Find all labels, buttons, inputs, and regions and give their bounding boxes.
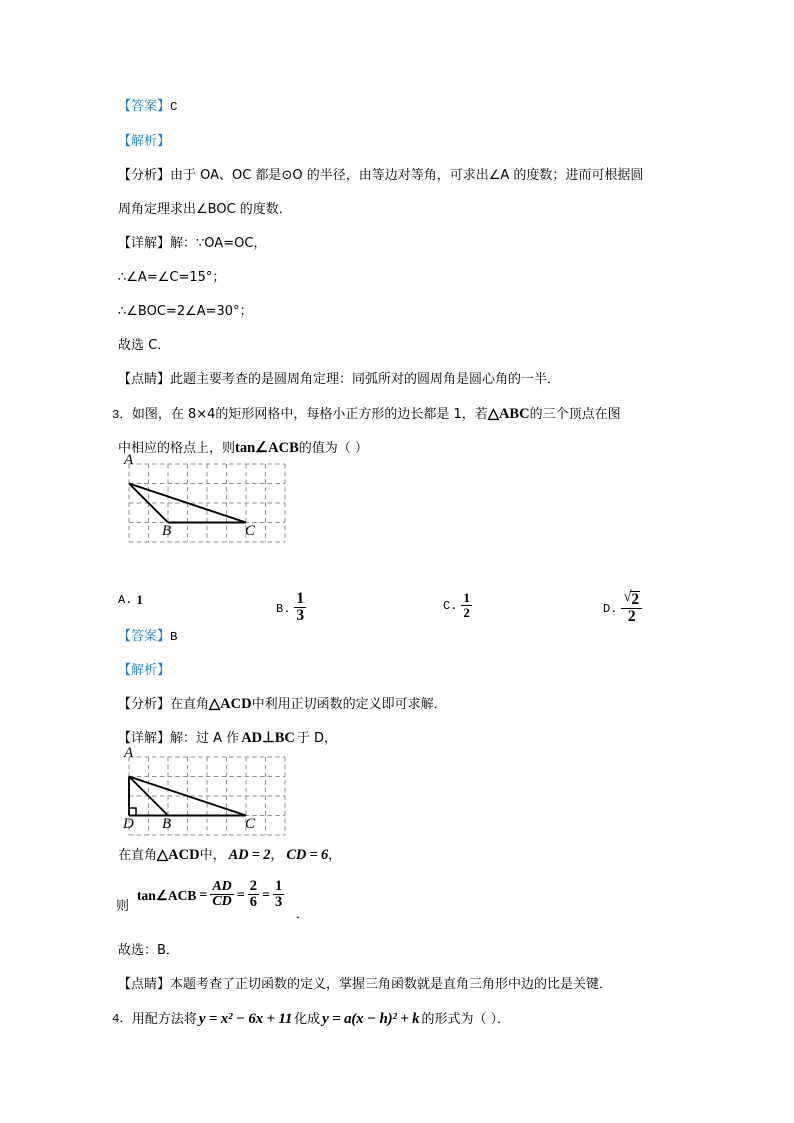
q3-option-c-fraction [461, 591, 472, 620]
q3-formula-equals-3: = [262, 887, 271, 903]
figure-grid-triangle-acd [123, 745, 292, 842]
q2-fenxi-line-1 [118, 168, 643, 182]
q2-xiangjie-line [118, 236, 266, 250]
q3-given-triangle-acd: △ACD [157, 847, 200, 863]
q2-conclusion-line [118, 338, 170, 352]
q3-stem-part-3: 的三个顶点在图 [529, 407, 621, 422]
q2-step-3-line [118, 304, 253, 318]
q2-step-3: ∴∠BOC=2∠A=30°； [118, 304, 253, 319]
q3-stem-line2-part-1: 中相应的格点上，则 [118, 441, 236, 456]
q3-option-d-fraction [621, 591, 642, 626]
figure-1-label-c: C [245, 523, 256, 539]
figure-1-svg [128, 463, 292, 549]
q3-stem-triangle-abc: △ABC [487, 406, 530, 422]
q3-formula-f3-denominator: 3 [275, 894, 283, 911]
q4-stem-part-2: 化成 [294, 1012, 321, 1027]
figure-2-svg [128, 756, 292, 842]
q2-dianjing-text: 此题主要考查的是圆周角定理：同弧所对的圆周角是圆心角的一半． [170, 372, 561, 387]
q3-analysis-line [118, 663, 170, 677]
q3-answer-line [118, 629, 177, 643]
figure-2-label-a: A [124, 745, 134, 761]
figure-grid-triangle-abc [124, 452, 292, 549]
q3-formula-prefix: 则 [116, 899, 130, 914]
q3-option-a[interactable] [118, 592, 143, 608]
q3-formula-f3-numerator: 1 [275, 878, 283, 894]
q3-fenxi-part-2: 中利用正切函数 [251, 697, 343, 712]
q3-fenxi-part-1: 在直角 [170, 697, 210, 712]
q3-option-d-label: D. [603, 602, 618, 617]
q3-option-a-value: 1 [136, 592, 143, 607]
q3-xiangjie-line [118, 731, 337, 746]
q3-option-c-numerator: 1 [463, 590, 470, 605]
q3-formula-prefix-wrap [116, 895, 129, 914]
q3-formula-equals-1: = [199, 887, 208, 903]
q4-stem-line [112, 1012, 510, 1027]
dianjing-tag: 【点睛】 [118, 977, 171, 992]
q2-analysis-line [118, 134, 170, 148]
q3-xiangjie-math: AD⊥BC [241, 730, 295, 746]
q3-fenxi-triangle-acd: △ACD [209, 696, 252, 712]
q3-answer-value: B [170, 630, 178, 644]
right-angle-mark-icon [129, 808, 136, 816]
analysis-tag: 【解析】 [118, 663, 171, 678]
xiangjie-tag: 【详解】 [118, 236, 171, 251]
q3-formula-period-wrap [296, 903, 309, 923]
dianjing-tag: 【点睛】 [118, 372, 171, 387]
q3-formula-f2-numerator: 2 [249, 878, 258, 894]
q3-option-d-denominator: 2 [621, 608, 642, 625]
figure-2-label-c: C [245, 816, 256, 832]
q4-number: 4． [112, 1012, 132, 1027]
answer-tag: 【答案】 [118, 629, 171, 644]
q3-fenxi-part-3: 的定义即可求解． [342, 697, 447, 712]
grid-lines [129, 757, 285, 835]
analysis-tag: 【解析】 [118, 134, 171, 149]
q2-fenxi-text-2: 周角定理求出∠BOC 的度数． [118, 202, 292, 217]
q3-option-d-numerator [621, 591, 642, 608]
q3-formula-equals-2: = [236, 887, 245, 903]
q3-option-d-radicand: 2 [631, 591, 640, 608]
q3-formula-fraction-1 [210, 880, 233, 911]
answer-tag: 【答案】 [118, 99, 171, 114]
q3-dianjing-text: 本题考查了正切函数的定义，掌握三角函数就是直角三角形中边的比是关键． [170, 977, 613, 992]
q3-given-part-1: 在直角 [118, 848, 158, 863]
q3-number: 3． [112, 408, 132, 422]
q2-answer-line [118, 99, 177, 113]
figure-2-label-b: B [162, 816, 172, 832]
q3-stem-line-2 [118, 441, 368, 456]
q3-option-c-denominator: 2 [463, 604, 470, 620]
q2-answer-value: C [170, 100, 178, 114]
q3-stem-part-2: 的矩形网格中，每格小正方形的边长都是 1，若 [215, 407, 488, 422]
q3-xiangjie-prefix: 解：过 A 作 [170, 731, 240, 746]
figure-1-label-b: B [162, 523, 172, 539]
q3-given-comma-1: ， [270, 848, 284, 863]
sqrt-icon [623, 591, 640, 608]
q3-formula-fraction-3 [273, 879, 284, 911]
fenxi-tag: 【分析】 [118, 168, 171, 183]
q3-conclusion-line [118, 943, 179, 957]
q3-option-a-label: A. [118, 593, 133, 607]
q2-conclusion: 故选 C． [118, 338, 171, 353]
q4-stem-part-1: 用配方法将 [131, 1012, 197, 1027]
q3-formula-f2-denominator: 6 [249, 894, 258, 911]
q2-step-2-line [118, 270, 225, 284]
q3-formula-f1-numerator: AD [212, 878, 232, 894]
q3-stem-line2-part-2: 的值为（ ） [298, 441, 368, 456]
q3-formula-period: ． [296, 907, 310, 922]
q3-option-d[interactable] [603, 592, 642, 627]
q3-stem-tan-acb: tan∠ACB [235, 440, 299, 456]
q3-formula [137, 880, 284, 912]
q3-fenxi-line [118, 697, 447, 712]
q3-option-b[interactable] [276, 592, 306, 626]
q3-given-ad: AD = 2 [228, 847, 271, 863]
q3-given-comma-2: ， [328, 848, 342, 863]
figure-1-label-a: A [124, 452, 134, 468]
q2-fenxi-line-2 [118, 202, 292, 216]
q3-given-line [118, 848, 341, 863]
q3-formula-fraction-2 [248, 879, 259, 911]
q3-given-part-2: 中， [199, 848, 226, 863]
q4-stem-math-2: y = a(x − h)² + k [322, 1011, 420, 1027]
q3-stem-part-1: 如图，在 8×4 [131, 407, 216, 422]
q2-xiangjie-prefix: 解： [170, 236, 197, 251]
q2-step-2: ∴∠A=∠C=15°； [118, 270, 226, 285]
q2-fenxi-text-1: 由于 OA、OC 都是⊙O 的半径，由等边对等角，可求出∠A 的度数；进而可根据圆 [170, 168, 644, 183]
q3-formula-lhs: tan∠ACB [137, 887, 197, 903]
q3-formula-f1-denominator: CD [212, 894, 232, 910]
q2-step-1: ∵OA=OC， [196, 236, 267, 251]
q2-dianjing-line [118, 372, 560, 386]
q3-option-b-numerator: 1 [296, 590, 305, 607]
grid-lines [129, 464, 285, 542]
fenxi-tag: 【分析】 [118, 697, 171, 712]
q3-option-b-fraction [294, 591, 306, 625]
q3-given-cd: CD = 6 [286, 847, 329, 863]
q3-conclusion: 故选：B． [118, 943, 179, 958]
figure-2-label-d: D [123, 816, 134, 832]
q3-option-b-label: B. [276, 601, 291, 616]
q3-option-c[interactable] [443, 592, 472, 621]
q3-xiangjie-suffix: 于 D， [296, 731, 338, 746]
q4-stem-part-3: 的形式为（ ）． [421, 1012, 511, 1027]
q3-dianjing-line [118, 977, 612, 991]
xiangjie-tag: 【详解】 [118, 731, 171, 746]
q3-option-b-denominator: 3 [296, 607, 305, 625]
q4-stem-math-1: y = x² − 6x + 11 [198, 1011, 293, 1027]
q3-stem-line-1 [112, 407, 621, 422]
q3-option-c-label: C. [443, 599, 458, 614]
